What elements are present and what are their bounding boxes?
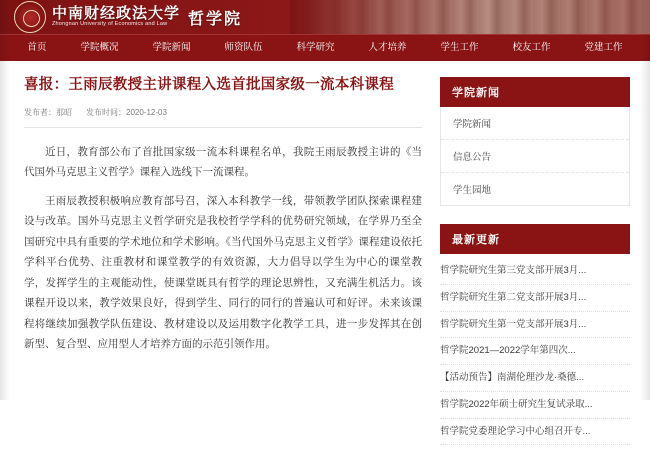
article-source: 发布者：那昭 xyxy=(24,107,72,117)
main-navigation xyxy=(0,34,650,61)
list-item[interactable]: 哲学院2021—2022学年第四次... xyxy=(440,338,630,365)
article-body xyxy=(24,142,422,355)
university-seal-icon xyxy=(14,1,46,33)
article-date: 发布时间：2020-12-03 xyxy=(86,107,167,117)
list-item[interactable]: 【活动预告】南湖伦理沙龙·桑德... xyxy=(440,365,630,392)
nav-item-news[interactable]: 学院新闻 xyxy=(152,42,191,53)
sidebar-updates-list xyxy=(440,254,630,445)
sidebar-item-student-zone[interactable]: 学生园地 xyxy=(453,185,492,196)
university-wordmark xyxy=(52,6,180,28)
list-item[interactable]: 哲学院党委理论学习中心组召开专... xyxy=(440,419,630,446)
site-header-banner xyxy=(0,0,650,34)
sidebar-news-title: 学院新闻 xyxy=(440,77,630,107)
list-item[interactable]: 哲学院研究生第二党支部开展3月... xyxy=(440,285,630,312)
banner-content xyxy=(0,0,650,34)
article-column xyxy=(24,75,422,463)
nav-item-home[interactable]: 首页 xyxy=(27,42,47,53)
sidebar-item-announcements[interactable]: 信息公告 xyxy=(441,140,629,173)
sidebar xyxy=(440,75,630,463)
sidebar-updates-box xyxy=(440,224,630,445)
nav-item-education[interactable]: 人才培养 xyxy=(368,42,407,53)
university-name-cn: 中南财经政法大学 xyxy=(52,5,181,23)
article-meta xyxy=(24,107,422,128)
list-item[interactable]: 哲学院研究生第三党支部开展3月... xyxy=(440,258,630,285)
list-item[interactable]: 哲学院研究生第一党支部开展3月... xyxy=(440,312,630,339)
university-name-en: Zhongnan University of Economics and Law xyxy=(52,20,168,27)
page-title: 喜报：王雨辰教授主讲课程入选首批国家级一流本科课程 xyxy=(24,77,394,93)
nav-item-student-affairs[interactable]: 学生工作 xyxy=(440,42,479,53)
list-item[interactable]: 哲学院2022年硕士研究生复试录取... xyxy=(440,392,630,419)
nav-item-overview[interactable]: 学院概况 xyxy=(80,42,119,53)
nav-item-faculty[interactable]: 师资队伍 xyxy=(224,42,263,53)
sidebar-updates-title: 最新更新 xyxy=(440,224,630,254)
sidebar-news-list xyxy=(440,107,630,206)
sidebar-item-college-news[interactable]: 学院新闻 xyxy=(441,107,629,140)
college-name: 哲学院 xyxy=(188,10,243,28)
page-content xyxy=(0,61,650,463)
article-paragraph: 王雨辰教授积极响应教育部号召，深入本科教学一线，带领教学团队探索课程建设与改革。国外马克思主义哲学研究是我校哲学学科的优势研究领域，在学界乃至全国研究中具有重要的学术地位和学术影响。《当代国外马克思主义哲学》课程建设依托学科平台优势、注重教材和课堂教学的有效资源，大力倡导以学生为中心的课堂教学，发挥学生的主观能动性，使课堂既具有哲学的理论思辨性，又充满生机活力。该课程开设以来，教学效果良好，得到学生、同行的同行的普遍认可和好评。未来该课程将继续加强教学队伍建设、教材建设以及运用数字化教学工具，进一步发挥其在创新型、复合型、应用型人才培养方面的示范引领作用。 xyxy=(24,194,422,350)
nav-item-alumni[interactable]: 校友工作 xyxy=(512,42,551,53)
nav-item-research[interactable]: 科学研究 xyxy=(296,42,335,53)
article-paragraph: 近日，教育部公布了首批国家级一流本科课程名单，我院王雨辰教授主讲的《当代国外马克思主义哲学》课程入选线下一流课程。 xyxy=(24,145,422,179)
sidebar-news-box xyxy=(440,77,630,206)
nav-item-party-building[interactable]: 党建工作 xyxy=(584,42,623,53)
